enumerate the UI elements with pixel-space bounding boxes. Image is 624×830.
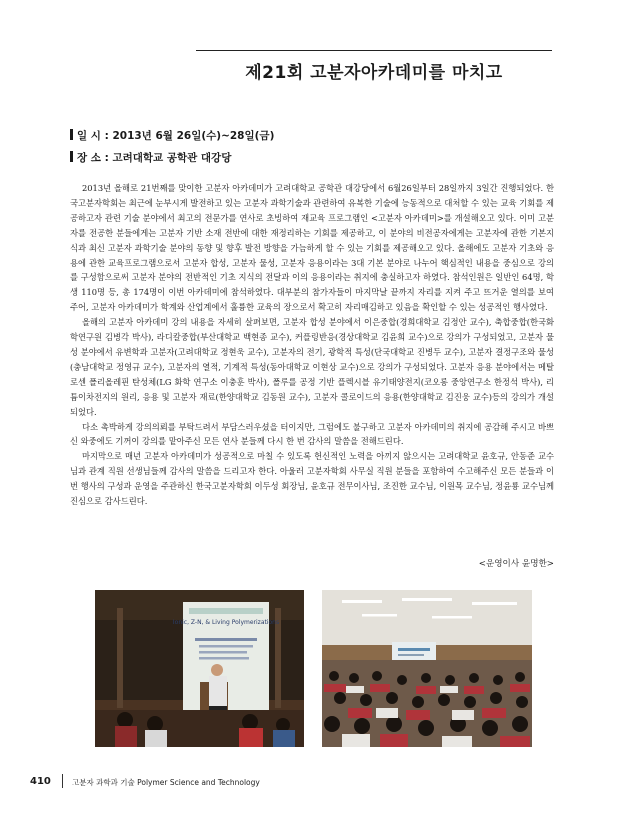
event-place-text: 장 소 : 고려대학교 공학관 대강당: [77, 152, 232, 164]
event-date: [70, 128, 274, 143]
slide-title: Ionic, Z-N, & Living Polymerizations: [172, 619, 280, 626]
title-rule: [196, 50, 552, 51]
page-number: 410: [30, 776, 51, 787]
paragraph: 2013년 올해로 21번째를 맞이한 고분자 아카데미가 고려대학교 공학관 대강당에서 6월26일부터 28일까지 3일간 진행되었다. 한국고분자학회는 최근에 눈부시게 발전하고 있는 고분자 과학기술과 관련하여 유복한 기술에 능동적으로 대처할 수 있는 교육 기회를 제공하고자 관련 기술 분야에서 최고의 전문가를 연사로 초빙하여 재교육 프로그램인 <고분자 아카데미>를 개설해오고 있다. 이미 고분자를 전공한 분들에게는 고분자 기반 소재 전반에 대한 재정리하는 기회를 제공하고, 이 분야의 비전공자에게는 고분자에 관한 기본지식과 최신 고분자 과학기술 분야의 동향 및 향후 발전 방향을 가늠하게 할 수 있는 기회를 제공해오고 있다. 올해에도 고분자 기초와 응용에 관한 교육프로그램으로서 고분자 합성, 고분자 물성, 고분자 응용이라는 3대 기본 분야로 나누어 핵심적인 내용을 중심으로 강의를 구성함으로써 고분자 분야의 전반적인 기초 지식의 전달과 이의 응용이라는 취지에 충실하고자 하였다. 참석인원은 일반인 64명, 학생 110명 등, 총 174명이 이번 아카데미에 참석하였다. 대부분의 참가자들이 마지막날 끝까지 자리를 지켜 주고 뜨거운 열의를 보여 주어, 고분자 아카데미가 학계와 산업계에서 훌륭한 교육의 장으로서 확고히 자리매김하고 있음을 확인할 수 있는 성공적인 행사였다.: [70, 183, 554, 313]
event-place: [70, 150, 231, 165]
article-title: 제21회 고분자아카데미를 마치고: [245, 63, 503, 83]
lecture-photo-speaker: [95, 590, 304, 747]
footer-divider: [62, 774, 63, 788]
article-body: [70, 181, 554, 509]
event-date-text: 일 시 : 2013년 6월 26일(수)~28일(금): [77, 130, 275, 142]
paragraph: 마지막으로 매년 고분자 아카데미가 성공적으로 마칠 수 있도록 헌신적인 노력을 아끼지 않으시는 고려대학교 윤호규, 안동준 교수님과 관계 직원 선생님들께 감사의 말씀을 드리고자 한다. 아울러 고분자학회 사무실 직원 분들을 포함하여 수고해주신 모든 분들과 이번 행사의 구성과 운영을 주관하신 한국고분자학회 이두성 회장님, 윤호규 전무이사님, 조진한 교수님, 이원목 교수님, 정윤룡 교수님께 진심으로 감사드린다.: [70, 451, 554, 507]
bullet-bar-icon: [70, 129, 73, 140]
journal-name: 고분자 과학과 기술 Polymer Science and Technology: [72, 778, 260, 787]
bullet-bar-icon: [70, 151, 73, 162]
paragraph: 다소 촉박하게 강의의뢰를 부탁드려서 부담스러우셨을 터이지만, 그럼에도 불구하고 고분자 아카데미의 취지에 공감해 주시고 바쁘신 와중에도 기꺼이 강의를 맡아주신 모든 연사 분들께 다시 한 번 감사의 말씀을 전해드린다.: [70, 421, 554, 447]
lecture-photo-audience: [322, 590, 532, 747]
author-signature: <운영이사 윤명한>: [478, 559, 554, 569]
paragraph: 올해의 고분자 아카데미 강의 내용을 자세히 살펴보면, 고분자 합성 분야에서 이은중합(경희대학교 김정안 교수), 축합중합(한국화학연구원 김병각 박사), 라디칼중합(부산대학교 백현종 교수), 커플링반응(경상대학교 김윤희 교수)으로 강의가 구성되었고, 고분자 물성 분야에서 유변학과 고분자(고려대학교 정현욱 교수), 고분자의 전기, 광학적 특성(단국대학교 진병두 교수), 고분자 결정구조와 물성(충남대학교 정영규 교수), 고분자의 열적, 기계적 특성(동아대학교 이현상 교수)으로 강의가 구성되었다. 고분자 응용 분야에서는 메탈로센 폴리올레핀 탄성체(LG 화학 연구소 이충훈 박사), 폴루를 공정 기반 플렉시블 유기태양전지(코오롱 중앙연구소 한정석 박사), 리튬이차전지의 원리, 응용 및 고분자 재료(한양대학교 김동원 교수), 고분자 콜로이드의 응용(한양대학교 김진웅 교수)등의 강의가 개설되었다.: [70, 317, 554, 417]
